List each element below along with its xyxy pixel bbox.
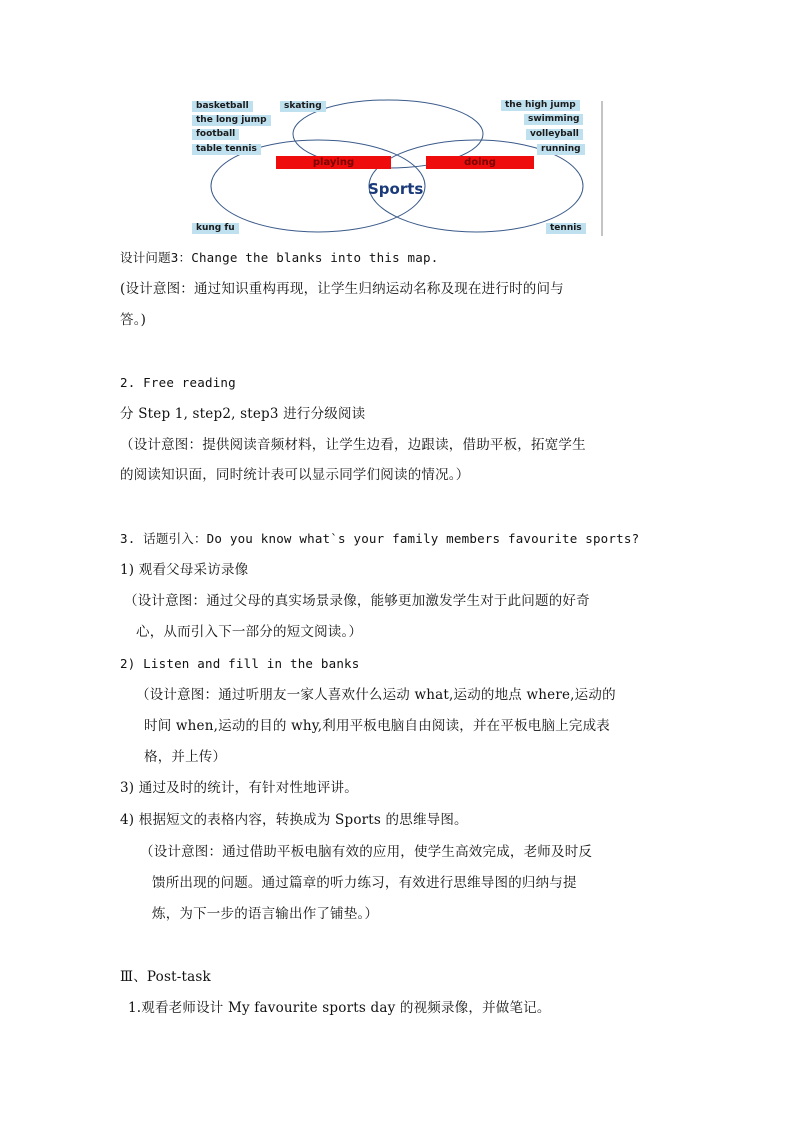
step-3-text: 3) 通过及时的统计，有针对性地评讲。 bbox=[120, 780, 358, 796]
tag-football: football bbox=[192, 129, 239, 140]
design-intent-4-line-c: 格，并上传） bbox=[144, 749, 227, 765]
design-intent-1-line-b: 答。) bbox=[120, 312, 147, 328]
tag-skating: skating bbox=[280, 101, 326, 112]
tag-long-jump: the long jump bbox=[192, 115, 271, 126]
design-intent-4-line-b: 时间 when,运动的目的 why,利用平板电脑自由阅读，并在平板电脑上完成表 bbox=[144, 718, 610, 734]
tag-swimming: swimming bbox=[524, 114, 583, 125]
design-intent-3-line-b: 心，从而引入下一部分的短文阅读。） bbox=[136, 624, 363, 640]
design-intent-1-line-a: (设计意图：通过知识重构再现，让学生归纳运动名称及现在进行时的问与 bbox=[120, 281, 564, 297]
design-intent-4-line-a: （设计意图：通过听朋友一家人喜欢什么运动 what,运动的地点 where,运动的 bbox=[136, 687, 616, 703]
tag-running: running bbox=[537, 144, 585, 155]
design-intent-2-line-a: （设计意图：提供阅读音频材料，让学生边看，边跟读，借助平板，拓宽学生 bbox=[120, 437, 586, 453]
label-playing: playing bbox=[276, 156, 391, 169]
heading-topic-intro: 3. 话题引入：Do you know what`s your family members favourite sports? bbox=[120, 531, 640, 546]
design-intent-5-line-b: 馈所出现的问题。通过篇章的听力练习，有效进行思维导图的归纳与提 bbox=[152, 875, 577, 891]
sports-venn-diagram bbox=[188, 98, 608, 238]
step-4-text: 4) 根据短文的表格内容，转换成为 Sports 的思维导图。 bbox=[120, 812, 468, 828]
step-reading-text: 分 Step 1, step2, step3 进行分级阅读 bbox=[120, 406, 366, 422]
step-1-text: 1) 观看父母采访录像 bbox=[120, 562, 249, 578]
center-sports-label: Sports bbox=[368, 180, 424, 198]
tag-volleyball: volleyball bbox=[526, 129, 583, 140]
design-intent-3-line-a: （设计意图：通过父母的真实场景录像，能够更加激发学生对于此问题的好奇 bbox=[124, 593, 590, 609]
tag-table-tennis: table tennis bbox=[192, 144, 261, 155]
tag-high-jump: the high jump bbox=[501, 100, 580, 111]
tag-kung-fu: kung fu bbox=[192, 223, 239, 234]
step-2-text: 2) Listen and fill in the banks bbox=[120, 656, 360, 671]
heading-post-task: Ⅲ、Post-task bbox=[120, 969, 211, 985]
design-question-3: 设计问题3：Change the blanks into this map. bbox=[120, 250, 439, 265]
design-intent-5-line-c: 炼，为下一步的语言输出作了铺垫。） bbox=[152, 906, 379, 922]
design-intent-2-line-b: 的阅读知识面，同时统计表可以显示同学们阅读的情况。） bbox=[120, 467, 470, 483]
post-task-item-1: 1.观看老师设计 My favourite sports day 的视频录像，并做笔记。 bbox=[128, 1000, 551, 1016]
tag-tennis: tennis bbox=[546, 223, 586, 234]
design-intent-5-line-a: （设计意图：通过借助平板电脑有效的应用，使学生高效完成，老师及时反 bbox=[140, 844, 593, 860]
label-doing: doing bbox=[426, 156, 534, 169]
heading-free-reading: 2. Free reading bbox=[120, 375, 236, 390]
tag-basketball: basketball bbox=[192, 101, 253, 112]
